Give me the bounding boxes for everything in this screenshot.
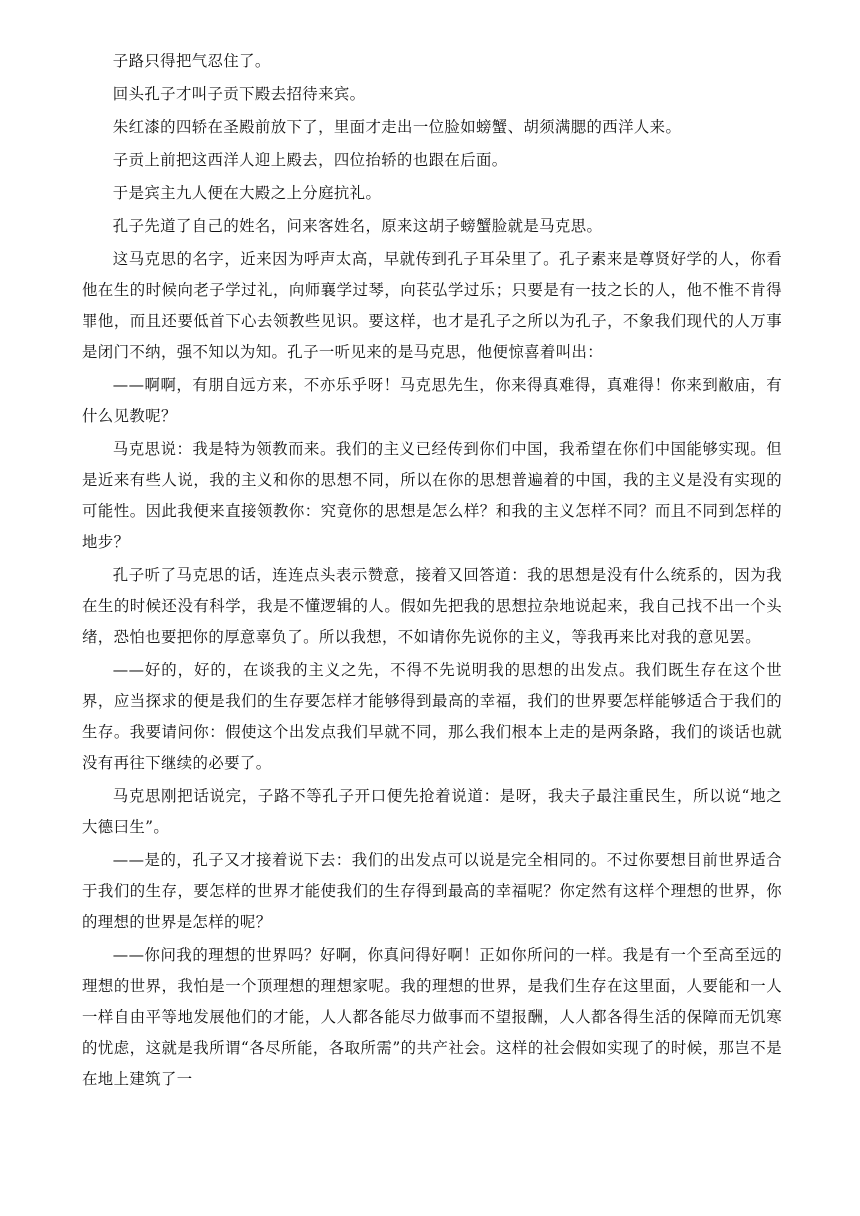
paragraph: 朱红漆的四轿在圣殿前放下了，里面才走出一位脸如螃蟹、胡须满腮的西洋人来。 xyxy=(112,118,682,136)
paragraph: 回头孔子才叫子贡下殿去招待来宾。 xyxy=(112,85,366,103)
paragraph: 于是宾主九人便在大殿之上分庭抗礼。 xyxy=(112,184,382,202)
paragraph: 马克思说：我是特为领教而来。我们的主义已经传到你们中国，我希望在你们中国能够实现。但是近来有些人说，我的主义和你的思想不同，所以在你的思想普遍着的中国，我的主义是没有实现的可能性。因此我便来直接领教你：究竟你的思想是怎么样？和我的主义怎样不同？而且不同到怎样的地步？ xyxy=(82,440,782,551)
paragraph: ——是的，孔子又才接着说下去：我们的出发点可以说是完全相同的。不过你要想目前世界适合于我们的生存，要怎样的世界才能使我们的生存得到最高的幸福呢？你定然有这样个理想的世界，你的理想的世界是怎样的呢？ xyxy=(82,851,782,931)
document-body xyxy=(82,46,782,1097)
paragraph: 孔子先道了自己的姓名，问来客姓名，原来这胡子螃蟹脸就是马克思。 xyxy=(112,217,603,235)
paragraph: 这马克思的名字，近来因为呼声太高，早就传到孔子耳朵里了。孔子素来是尊贤好学的人，你看他在生的时候向老子学过礼，向师襄学过琴，向苌弘学过乐；只要是有一技之长的人，他不惟不肯得罪他，而且还要低首下心去领教些见识。要这样，也才是孔子之所以为孔子，不象我们现代的人万事是闭门不纳，强不知以为知。孔子一听见来的是马克思，他便惊喜着叫出： xyxy=(82,250,782,361)
paragraph: ——好的，好的，在谈我的主义之先，不得不先说明我的思想的出发点。我们既生存在这个世界，应当探求的便是我们的生存要怎样才能够得到最高的幸福，我们的世界要怎样能够适合于我们的生存。我要请问你：假使这个出发点我们早就不同，那么我们根本上走的是两条路，我们的谈话也就没有再往下继续的必要了。 xyxy=(82,661,782,772)
paragraph: ——你问我的理想的世界吗？好啊，你真问得好啊！正如你所问的一样。我是有一个至高至远的理想的世界，我怕是一个顶理想的理想家呢。我的理想的世界，是我们生存在这里面，人要能和一人一样自由平等地发展他们的才能，人人都各能尽力做事而不望报酬，人人都各得生活的保障而无饥寒的忧虑，这就是我所谓“各尽所能，各取所需”的共产社会。这样的社会假如实现了的时候，那岂不是在地上建筑了一 xyxy=(82,946,782,1088)
paragraph: 马克思刚把话说完，子路不等孔子开口便先抢着说道：是呀，我夫子最注重民生，所以说“地之大德曰生”。 xyxy=(82,787,782,836)
paragraph: 子贡上前把这西洋人迎上殿去，四位抬轿的也跟在后面。 xyxy=(112,151,508,169)
paragraph: ——啊啊，有朋自远方来，不亦乐乎呀！马克思先生，你来得真难得，真难得！你来到敝庙，有什么见教呢？ xyxy=(82,376,782,425)
paragraph: 孔子听了马克思的话，连连点头表示赞意，接着又回答道：我的思想是没有什么统系的，因为我在生的时候还没有科学，我是不懂逻辑的人。假如先把我的思想拉杂地说起来，我自己找不出一个头绪，恐怕也要把你的厚意辜负了。所以我想，不如请你先说你的主义，等我再来比对我的意见罢。 xyxy=(82,566,782,646)
paragraph: 子路只得把气忍住了。 xyxy=(112,52,271,70)
